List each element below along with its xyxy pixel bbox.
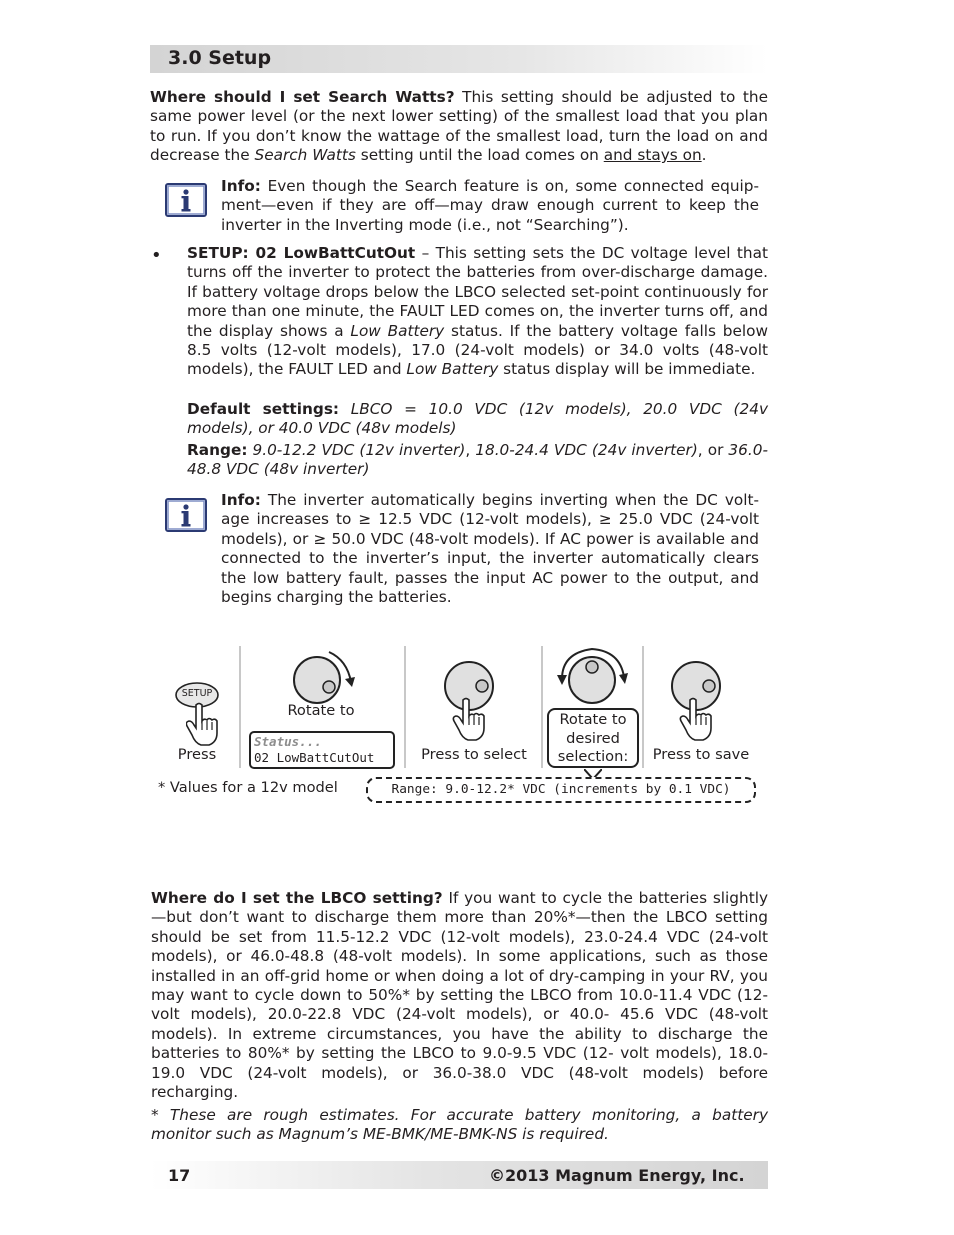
range-settings	[187, 441, 768, 480]
press-knob-icon	[441, 660, 497, 756]
step-press-label: Press	[177, 746, 217, 763]
step-press-save-label: Press to save	[652, 746, 750, 763]
low-battery-term-1: Low Battery	[350, 321, 445, 340]
info-text: Even though the Search feature is on, some connected equip- ment—even if they are off—may draw enough current to keep the inverter in the Inverting mode (i.e., not “Searching”).	[221, 177, 759, 234]
lcd-display	[249, 731, 395, 769]
search-watts-text-1: This setting should be adjusted to the same power level (or the next lower setting) of the smallest load that you plan to run. If you don’t know the wattage of the smallest load, turn the load on and decrease the	[150, 88, 768, 165]
section-title: 3.0 Setup	[168, 47, 272, 69]
search-watts-question: Where should I set Search Watts?	[150, 88, 455, 106]
range-24v: 18.0-24.4 VDC (24v inverter)	[475, 441, 698, 459]
info-text: The inverter automatically begins inverting when the DC volt- age increases to ≥ 12.5 VDC (12-volt models), ≥ 25.0 VDC (24-volt models), or ≥ 50.0 VDC (48-volt models). If AC power is available and connected to the inverter’s input, the inverter automatically clears the low battery fault, passes the input AC power to the output, and begins charging the batteries.	[221, 491, 759, 607]
range-48v: 36.0-48.8 VDC (48v inverter)	[187, 441, 768, 479]
step-divider	[239, 646, 241, 768]
search-watts-text-2: setting until the load comes on	[355, 146, 604, 165]
step-divider	[404, 646, 406, 768]
default-settings-value: LBCO = 10.0 VDC (12v models), 20.0 VDC (24v models), or 40.0 VDC (48v models)	[187, 400, 769, 438]
lcd-status-text: Status...	[254, 734, 322, 749]
setup-button-label: SETUP	[181, 688, 213, 699]
info-label: Info:	[221, 491, 261, 509]
setup-text-2: status. If the battery voltage falls below 8.5 volts (12-volt models), 17.0 (24-volt models) or 34.0 volts (48-volt models), the FAULT LED and	[187, 321, 768, 379]
copyright: ©2013 Magnum Energy, Inc.	[489, 1166, 745, 1185]
range-sep: ,	[465, 441, 476, 459]
press-knob-icon	[668, 660, 724, 756]
setup-text-1: – This setting sets the DC voltage level that turns off the inverter to protect the batteries from over-discharge damage. If battery voltage drops below the LBCO selected set-point continuously for more than one minute, the FAULT LED comes on, the inverter turns off, and the display shows a	[187, 244, 768, 340]
search-watts-term: Search Watts	[254, 146, 356, 165]
step-divider	[642, 646, 644, 768]
footnote-text: * These are rough estimates. For accurate battery monitoring, a battery monitor such as Magnum’s ME-BMK/ME-BMK-NS is required.	[151, 1106, 768, 1144]
stays-on-underlined: and stays on	[603, 146, 702, 165]
model-note: * Values for a 12v model	[158, 779, 338, 796]
default-settings	[187, 400, 768, 439]
step-rotate-label: Rotate to	[287, 702, 355, 719]
selection-callout	[547, 708, 639, 768]
search-watts-paragraph	[150, 88, 768, 166]
pointing-hand-icon	[186, 702, 220, 750]
info-label: Info:	[221, 177, 261, 195]
setup-heading: SETUP: 02 LowBattCutOut	[187, 244, 416, 262]
info-note-search	[221, 177, 759, 235]
lbco-text: If you want to cycle the batteries slightly—but don’t want to discharge them more than 20%*—then the LBCO setting should be set from 11.5-12.2 VDC (12-volt models), 23.0-24.4 VDC (24-volt models), or 46.0-48.8 (48-volt models). In some applications, such as those installed in an off-grid home or when doing a lot of dry-camping in your RV, you may want to cycle down to 50%* by setting the LBCO from 10.0-11.4 VDC (12-volt models), 20.0-22.8 VDC (24-volt models), or 40.0- 45.6 VDC (48-volt models). In extreme circumstances, you have the ability to discharge the batteries to 80%* by setting the LBCO to 9.0-9.5 VDC (12- volt models), 18.0-19.0 VDC (24-volt models), or 36.0-38.0 VDC (48-volt models) before recharging.	[151, 889, 768, 1102]
default-settings-label: Default settings:	[187, 400, 340, 418]
info-icon	[165, 498, 207, 532]
info-icon	[165, 183, 207, 217]
step-press-select-label: Press to select	[421, 746, 527, 763]
range-label: Range:	[187, 441, 248, 459]
lowbattcutout-paragraph	[187, 244, 768, 380]
range-readout: Range: 9.0-12.2* VDC (increments by 0.1 VDC)	[366, 777, 756, 803]
lcd-menu-text: 02 LowBattCutOut	[254, 750, 375, 765]
step-divider	[541, 646, 543, 768]
page-number: 17	[168, 1166, 191, 1185]
bullet: •	[151, 245, 162, 266]
info-note-auto-invert	[221, 491, 759, 607]
callout-line: Rotate to	[559, 711, 627, 728]
footnote	[151, 1106, 768, 1145]
lbco-setting-paragraph	[151, 889, 768, 1102]
lbco-question: Where do I set the LBCO setting?	[151, 889, 443, 907]
low-battery-term-2: Low Battery	[406, 360, 499, 379]
range-12v: 9.0-12.2 VDC (12v inverter)	[247, 441, 466, 459]
callout-line: desired	[566, 729, 620, 747]
search-watts-text-3: .	[701, 146, 707, 165]
setup-text-3: status display will be immediate.	[498, 360, 756, 379]
rotate-knob-icon	[554, 645, 630, 711]
callout-line: selection:	[557, 748, 629, 766]
range-sep: , or	[697, 441, 729, 459]
